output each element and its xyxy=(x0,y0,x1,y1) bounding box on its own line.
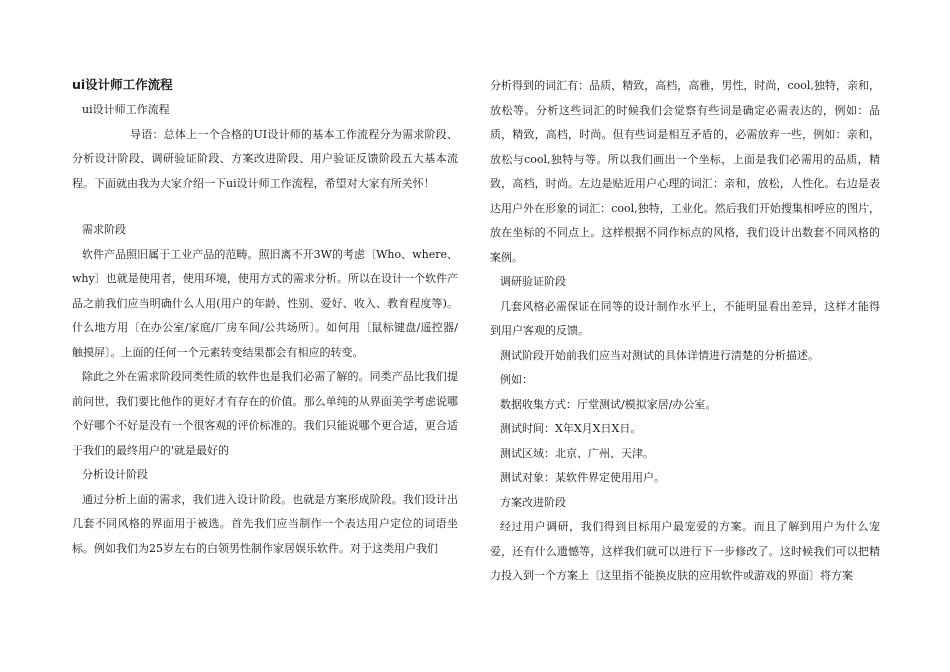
intro-paragraph: 导语：总体上一个合格的UI设计师的基本工作流程分为需求阶段、分析设计阶段、调研验证阶段、方案改进阶段、用户验证反馈阶段五大基本流程。下面就由我为大家介绍一下ui设计师工作流程，希望对大家有所关怀！ xyxy=(72,127,458,190)
paragraph-requirements-1: 软件产品照旧属于工业产品的范畴。照旧离不开3W的考虑〔Who、where、why〕也就是使用者，使用环境，使用方式的需求分析。所以在设计一个软件产品之前我们应当明确什么人用(用户的年龄、性别、爱好、收入、教育程度等)。什么地方用〔在办公室/家庭/厂房车间/公共场所〕。如何用〔鼠标键盘/遥控器/触摸屏〕。上面的任何一个元素转变结果都会有相应的转变。 xyxy=(72,247,458,359)
paragraph-improvement: 经过用户调研，我们得到目标用户最宠爱的方案。而且了解到用户为什么宠爱，还有什么遗憾等，这样我们就可以进行下一步修改了。这时候我们可以把精力投入到一个方案上〔这里指不能换皮肤的应用软件或游戏的界面〕将方案 xyxy=(490,520,880,582)
test-time: 测试时间：X年X月X日X日。 xyxy=(500,422,642,435)
section-heading-research: 调研验证阶段 xyxy=(500,275,566,288)
document-subtitle: ui设计师工作流程 xyxy=(82,103,170,116)
paragraph-analysis-design: 通过分析上面的需求，我们进入设计阶段。也就是方案形成阶段。我们设计出几套不同风格的界面用于被选。首先我们应当制作一个表达用户定位的词语坐标。例如我们为25岁左右的白领男性制作家居娱乐软件。对于这类用户我们 xyxy=(72,492,458,555)
test-data-collection: 数据收集方式：厅堂测试/模拟家居/办公室。 xyxy=(500,397,717,411)
right-column xyxy=(490,74,880,589)
test-subjects: 测试对象：某软件界定使用用户。 xyxy=(500,471,665,484)
spacer xyxy=(72,196,458,218)
section-heading-improvement: 方案改进阶段 xyxy=(500,495,566,509)
paragraph-research-1: 几套风格必需保证在同等的设计制作水平上，不能明显看出差异，这样才能得到用户客观的反馈。 xyxy=(490,299,880,337)
paragraph-requirements-2: 除此之外在需求阶段同类性质的软件也是我们必需了解的。同类产品比我们提前问世，我们要比他作的更好才有存在的价值。那么单纯的从界面美学考虑说哪个好哪个不好是没有一个很客观的评价标准的。我们只能说哪个更合适，更合适于我们的最终用户的'就是最好的 xyxy=(72,370,458,457)
paragraph-research-2: 测试阶段开始前我们应当对测试的具体详情进行清楚的分析描述。 xyxy=(500,348,819,362)
section-heading-requirements: 需求阶段 xyxy=(82,223,126,236)
paragraph-example-label: 例如： xyxy=(500,373,533,386)
section-heading-analysis-design: 分析设计阶段 xyxy=(82,468,148,481)
test-region: 测试区域：北京、广州、天津。 xyxy=(500,446,654,460)
left-column xyxy=(72,74,458,561)
document-title: ui设计师工作流程 xyxy=(72,77,173,92)
paragraph-keywords: 分析得到的词汇有：品质，精致，高档，高雅，男性，时尚，cool,独特，亲和，放松等。分析这些词汇的时候我们会觉察有些词是确定必需表达的，例如：品质，精致，高档，时尚。但有些词是相互矛盾的，必需放弃一些，例如：亲和，放松与cool,独特与等。所以我们画出一个坐标，上面是我们必需用的品质，精致，高档，时尚。左边是贴近用户心理的词汇：亲和，放松，人性化。右边是表达用户外在形象的词汇：cool,独特，工业化。然后我们开始搜集相呼应的图片，放在坐标的不同点上。这样根据不同作标点的风格，我们设计出数套不同风格的案例。 xyxy=(490,79,880,264)
